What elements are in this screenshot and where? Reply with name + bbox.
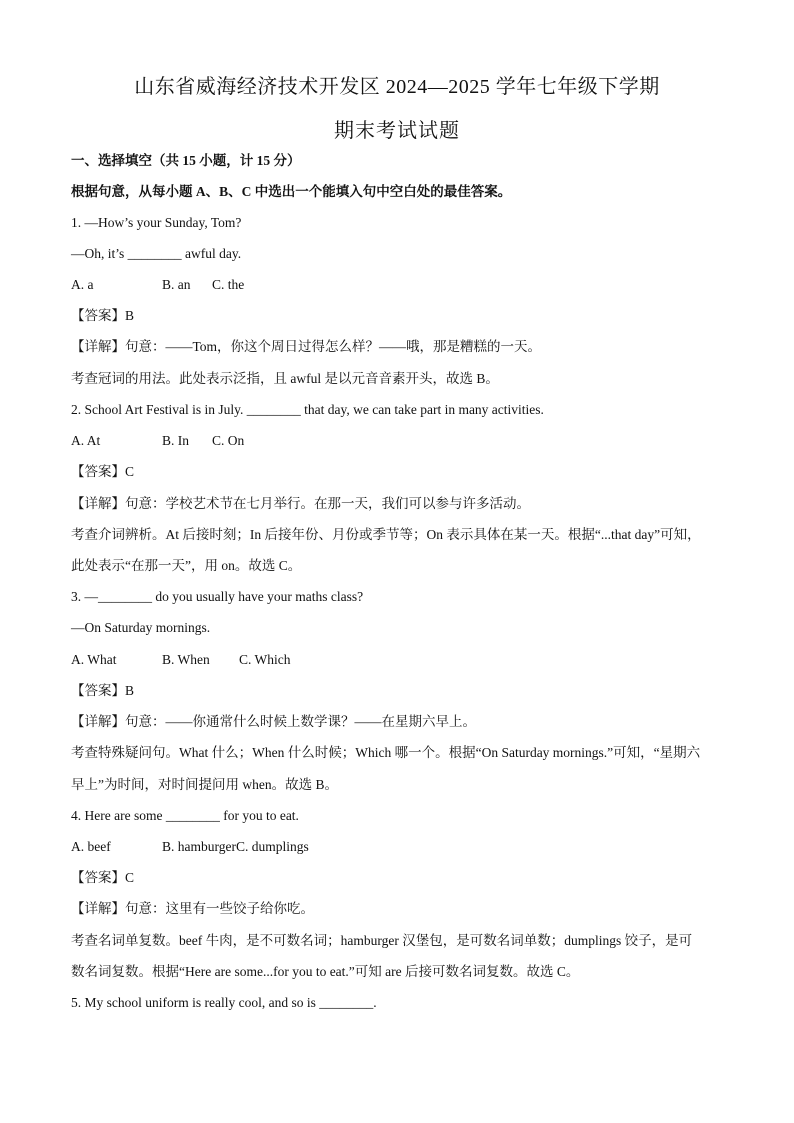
question-4-detail-2: 考查名词单复数。beef 牛肉，是不可数名词；hamburger 汉堡包，是可数名词单数；dumplings 饺子，是可 bbox=[71, 933, 693, 948]
question-1-line-2: —Oh, it’s ________ awful day. bbox=[71, 246, 242, 261]
option-c: C. the bbox=[212, 277, 245, 292]
question-1-detail-1: 【详解】句意：——Tom，你这个周日过得怎么样？——哦，那是糟糕的一天。 bbox=[71, 339, 542, 354]
question-1-options bbox=[71, 276, 244, 294]
option-c: C. Which bbox=[239, 652, 291, 667]
question-2-detail-2: 考查介词辨析。At 后接时刻；In 后接年份、月份或季节等；On 表示具体在某一天。根据“...that day”可知， bbox=[71, 527, 701, 542]
option-c: C. On bbox=[212, 433, 245, 448]
section-heading: 一、选择填空（共 15 小题，计 15 分） bbox=[71, 153, 301, 168]
question-4-options bbox=[71, 838, 309, 856]
question-3-line-2: —On Saturday mornings. bbox=[71, 620, 211, 635]
question-1-detail-2: 考查冠词的用法。此处表示泛指，且 awful 是以元音音素开头，故选 B。 bbox=[71, 371, 499, 386]
question-3-options bbox=[71, 651, 291, 669]
question-1-answer: 【答案】B bbox=[71, 308, 135, 323]
question-3-detail-3: 早上”为时间，对时间提问用 when。故选 B。 bbox=[71, 777, 338, 792]
section-instruction: 根据句意，从每小题 A、B、C 中选出一个能填入句中空白处的最佳答案。 bbox=[71, 184, 512, 199]
question-4-detail-3: 数名词复数。根据“Here are some...for you to eat.”可知 are 后接可数名词复数。故选 C。 bbox=[71, 964, 580, 979]
question-4-answer: 【答案】C bbox=[71, 870, 135, 885]
exam-subtitle: 期末考试试题 bbox=[334, 120, 460, 142]
question-5-stem: 5. My school uniform is really cool, and so is ________. bbox=[71, 995, 377, 1010]
option-a: A. a bbox=[71, 277, 94, 292]
question-2-answer: 【答案】C bbox=[71, 464, 135, 479]
question-1-stem: 1. —How’s your Sunday, Tom? bbox=[71, 215, 242, 230]
question-2-options bbox=[71, 432, 244, 450]
option-a: A. What bbox=[71, 652, 117, 667]
exam-title: 山东省威海经济技术开发区 2024—2025 学年七年级下学期 bbox=[134, 76, 660, 98]
question-2-detail-1: 【详解】句意：学校艺术节在七月举行。在那一天，我们可以参与许多活动。 bbox=[71, 496, 530, 511]
question-2-detail-3: 此处表示“在那一天”，用 on。故选 C。 bbox=[71, 558, 302, 573]
option-c: C. dumplings bbox=[236, 839, 309, 854]
question-3-stem: 3. —________ do you usually have your maths class? bbox=[71, 589, 364, 604]
option-b: B. an bbox=[162, 277, 191, 292]
option-b: B. When bbox=[162, 652, 210, 667]
question-3-detail-2: 考查特殊疑问句。What 什么；When 什么时候；Which 哪一个。根据“On Saturday mornings.”可知，“星期六 bbox=[71, 745, 701, 760]
question-3-answer: 【答案】B bbox=[71, 683, 135, 698]
option-a: A. beef bbox=[71, 839, 111, 854]
option-b: B. hamburger bbox=[162, 839, 236, 854]
question-4-detail-1: 【详解】句意：这里有一些饺子给你吃。 bbox=[71, 901, 314, 916]
question-2-stem: 2. School Art Festival is in July. ________ that day, we can take part in many activities. bbox=[71, 402, 544, 417]
option-a: A. At bbox=[71, 433, 101, 448]
question-4-stem: 4. Here are some ________ for you to eat. bbox=[71, 808, 299, 823]
option-b: B. In bbox=[162, 433, 189, 448]
question-3-detail-1: 【详解】句意：——你通常什么时候上数学课？——在星期六早上。 bbox=[71, 714, 476, 729]
